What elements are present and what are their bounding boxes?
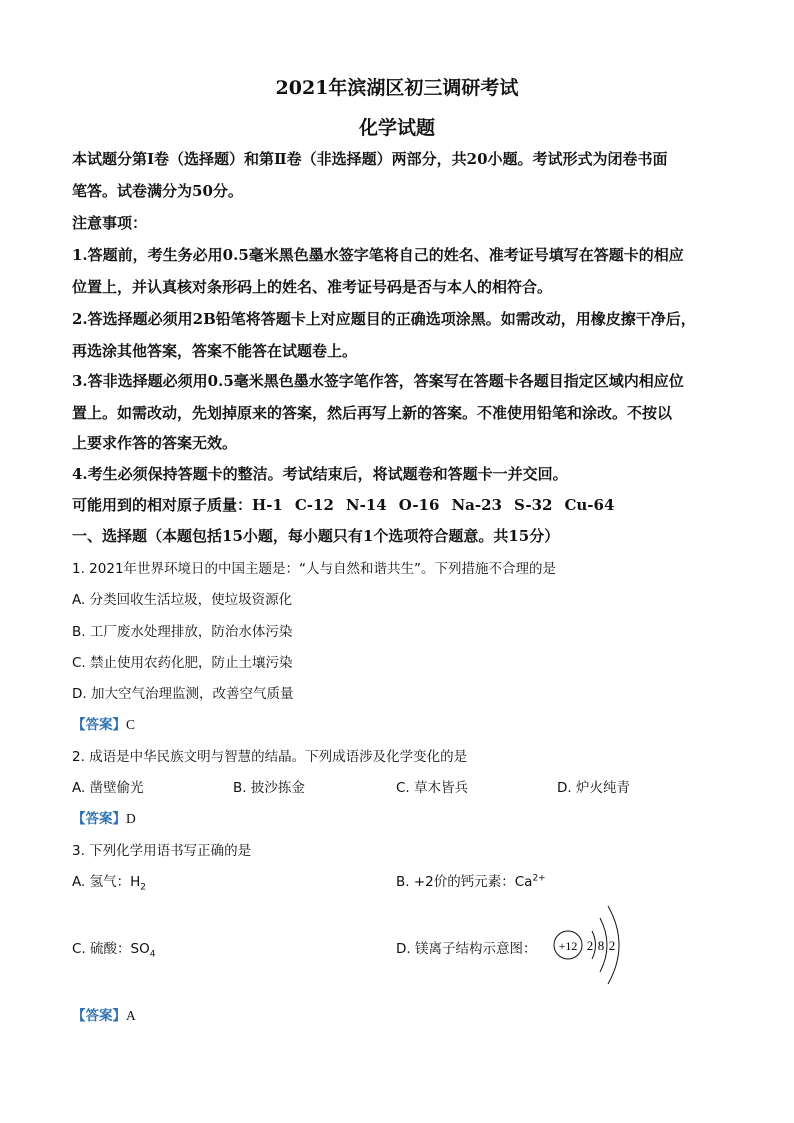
atomic-mass-item: O-16 bbox=[398, 496, 440, 514]
question-3-option-d bbox=[396, 937, 536, 957]
section-1-heading: 一、选择题（本题包括15小题，每小题只有1个选项符合题意。共15分） bbox=[72, 527, 560, 545]
question-2-option-c: C. 草木皆兵 bbox=[396, 780, 469, 796]
note-1b: 位置上，并认真核对条形码上的姓名、准考证号码是否与本人的相符合。 bbox=[72, 278, 553, 296]
atomic-masses bbox=[72, 494, 626, 515]
shell-electrons-2: 8 bbox=[597, 938, 605, 953]
question-1-option-c: C. 禁止使用农药化肥，防止土壤污染 bbox=[72, 655, 293, 671]
question-1-option-a: A. 分类回收生活垃圾，使垃圾资源化 bbox=[72, 592, 293, 608]
note-3c: 上要求作答的答案无效。 bbox=[72, 434, 238, 452]
note-2b: 再选涂其他答案，答案不能答在试题卷上。 bbox=[72, 342, 358, 360]
option-c-text: C. 硫酸：SO bbox=[72, 941, 150, 957]
answer-label: 【答案】 bbox=[72, 811, 126, 827]
question-3-stem: 3. 下列化学用语书写正确的是 bbox=[72, 843, 252, 859]
question-3-option-a bbox=[72, 870, 146, 893]
option-a-subscript: 2 bbox=[140, 882, 146, 893]
note-3a: 3.答非选择题必须用0.5毫米黑色墨水签字笔作答，答案写在答题卡各题目指定区域内相应位 bbox=[72, 372, 684, 390]
shell-electrons-3: 2 bbox=[608, 938, 616, 953]
note-2a: 2.答选择题必须用2B铅笔将答题卡上对应题目的正确选项涂黑。如需改动，用橡皮擦干净后， bbox=[72, 310, 696, 328]
question-1-option-d: D. 加大空气治理监测，改善空气质量 bbox=[72, 686, 294, 702]
answer-value: C bbox=[126, 717, 136, 732]
atomic-masses-label: 可能用到的相对原子质量： bbox=[72, 496, 253, 514]
question-2-answer bbox=[72, 807, 136, 827]
option-c-subscript: 4 bbox=[149, 949, 156, 960]
note-3b: 置上。如需改动，先划掉原来的答案，然后再写上新的答案。不准使用铅笔和涂改。不按以 bbox=[72, 404, 673, 422]
page-title: 2021年滨湖区初三调研考试 bbox=[275, 77, 519, 99]
atomic-mass-item: S-32 bbox=[513, 496, 553, 514]
option-b-superscript: 2+ bbox=[532, 873, 546, 884]
question-2-stem: 2. 成语是中华民族文明与智慧的结晶。下列成语涉及化学变化的是 bbox=[72, 749, 468, 765]
question-2-option-b: B. 披沙拣金 bbox=[233, 780, 305, 796]
atomic-mass-item: C-12 bbox=[294, 496, 334, 514]
question-2-option-d: D. 炉火纯青 bbox=[557, 780, 630, 796]
atomic-mass-item: N-14 bbox=[345, 496, 387, 514]
question-3-answer bbox=[72, 1004, 136, 1024]
question-3-option-b bbox=[396, 870, 546, 890]
note-4: 4.考生必须保持答题卡的整洁。考试结束后，将试题卷和答题卡一并交回。 bbox=[72, 465, 568, 483]
nucleus-charge: +12 bbox=[558, 939, 578, 953]
option-d-text: D. 镁离子结构示意图： bbox=[396, 941, 537, 957]
intro-line-1: 本试题分第Ⅰ卷（选择题）和第Ⅱ卷（非选择题）两部分，共20小题。考试形式为闭卷书面 bbox=[72, 150, 668, 168]
atomic-mass-item: Cu-64 bbox=[564, 496, 615, 514]
atomic-mass-item: H-1 bbox=[252, 496, 283, 514]
atomic-mass-item: Na-23 bbox=[451, 496, 502, 514]
magnesium-ion-diagram bbox=[548, 900, 638, 990]
question-3-option-c bbox=[72, 937, 155, 960]
answer-label: 【答案】 bbox=[72, 717, 126, 733]
note-1a: 1.答题前，考生务必用0.5毫米黑色墨水签字笔将自己的姓名、准考证号填写在答题卡的相应 bbox=[72, 246, 684, 264]
answer-value: D bbox=[126, 811, 136, 826]
question-1-answer bbox=[72, 713, 135, 733]
answer-value: A bbox=[126, 1008, 136, 1023]
intro-line-2: 笔答。试卷满分为50分。 bbox=[72, 182, 243, 200]
answer-label: 【答案】 bbox=[72, 1008, 126, 1024]
question-1-stem: 1. 2021年世界环境日的中国主题是：“人与自然和谐共生”。下列措施不合理的是 bbox=[72, 561, 557, 577]
option-b-text: B. +2价的钙元素：Ca bbox=[396, 874, 533, 890]
question-2-option-a: A. 凿壁偷光 bbox=[72, 780, 144, 796]
page-subtitle: 化学试题 bbox=[358, 117, 435, 139]
notes-heading: 注意事项： bbox=[72, 214, 148, 232]
question-1-option-b: B. 工厂废水处理排放，防治水体污染 bbox=[72, 624, 293, 640]
shell-electrons-1: 2 bbox=[586, 938, 594, 953]
option-a-text: A. 氢气：H bbox=[72, 874, 141, 890]
